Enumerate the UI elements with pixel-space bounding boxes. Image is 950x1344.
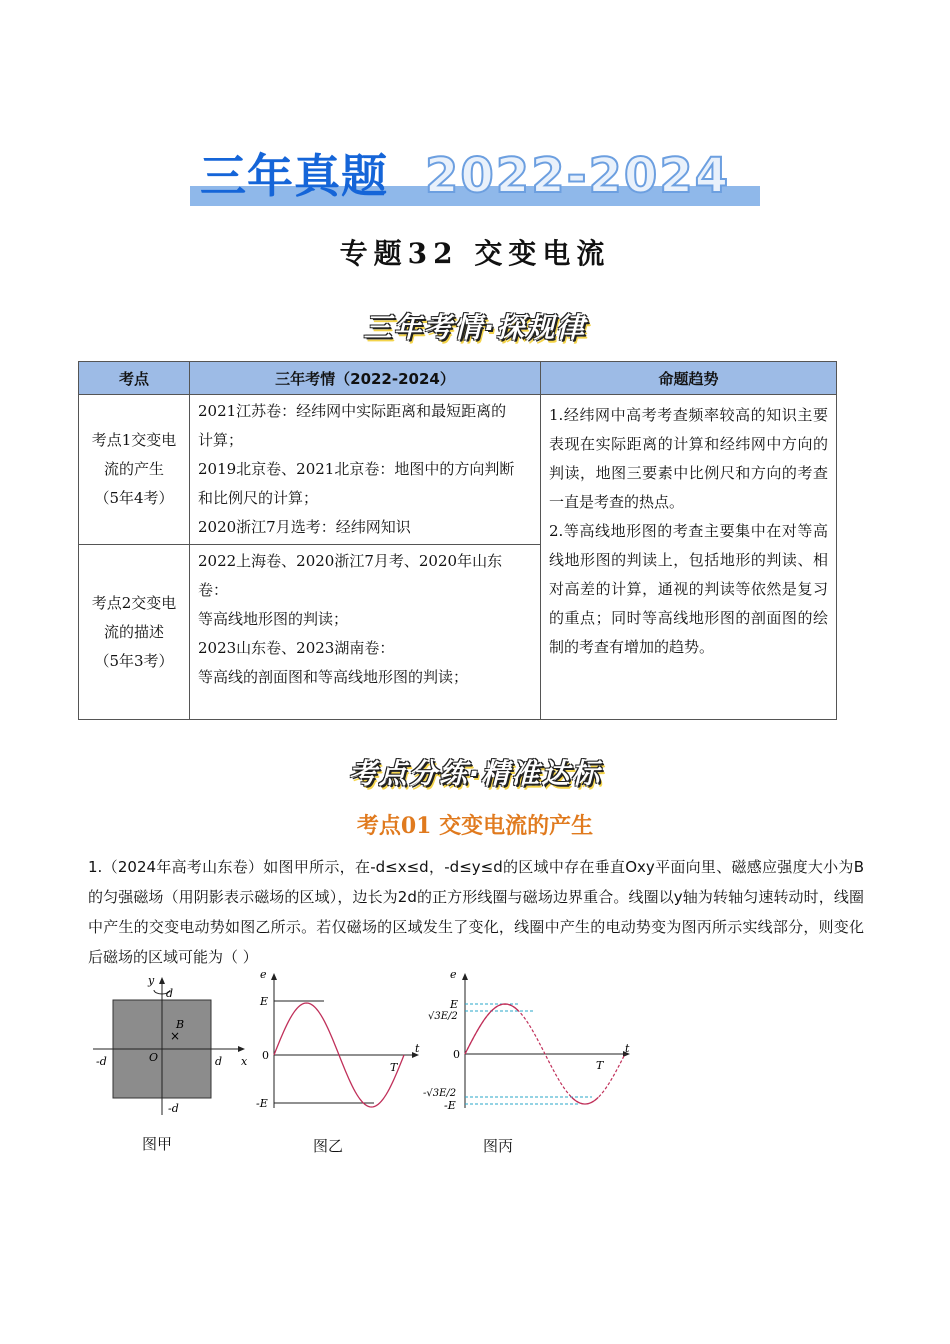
- label-y: y: [148, 974, 155, 987]
- y-arrow: [159, 977, 165, 984]
- label-d-left: -d: [96, 1055, 107, 1068]
- situation-line: 等高线的剖面图和等高线地形图的判读；: [198, 668, 469, 686]
- label-T: T: [596, 1059, 604, 1072]
- label-E: E: [450, 998, 459, 1011]
- kaodian-heading: 考点01 交变电流的产生: [356, 813, 594, 839]
- label-e: e: [260, 968, 267, 981]
- banner-years-text: 2022-2024: [425, 148, 731, 204]
- situation-line: 2023山东卷、2023湖南卷：: [198, 639, 395, 657]
- label-zero: 0: [262, 1049, 269, 1062]
- trend-paragraph: 2.等高线地形图的考查主要集中在对等高线地形图的判读上，包括地形的判读、相对高差的计算，通视的判读等依然是复习的重点；同时等高线地形图的剖面图的绘制的考查有增加的趋势。: [549, 522, 828, 656]
- kaodian-line: 考点2交变电: [91, 593, 177, 612]
- kaodian-line: （5年4考）: [94, 489, 174, 507]
- label-d-bottom: -d: [168, 1102, 179, 1115]
- label-e: e: [450, 968, 457, 981]
- caption-bing: 图丙: [483, 1137, 514, 1155]
- label-t: t: [625, 1042, 630, 1055]
- situation-cell: [190, 545, 541, 720]
- situation-line: 2020浙江7月选考：经纬网知识: [198, 518, 411, 536]
- situation-line: 2022上海卷、2020浙江7月考、2020年山东: [198, 552, 503, 570]
- header-trend: 命题趋势: [541, 362, 837, 395]
- trend-paragraph: 1.经纬网中高考考查频率较高的知识主要表现在实际距离的计算和经纬网中方向的判读，地图三要素中比例尺和方向的考查一直是考查的热点。: [549, 406, 828, 511]
- situation-line: 计算；: [198, 431, 244, 449]
- question-1-text: 1.（2024年高考山东卷）如图甲所示，在-d≤x≤d，-d≤y≤d的区域中存在垂直Oxy平面向里、磁感应强度大小为B的匀强磁场（用阴影表示磁场的区域），边长为2d的正方形线圈与磁场边界重合。线圈以y轴为转轴匀速转动时，线圈中产生的交变电动势如图乙所示。若仅磁场的区域发生了变化，线圈中产生的电动势变为图丙所示实线部分，则变化后磁场的区域可能为（ ）: [88, 858, 864, 966]
- label-field: B: [176, 1018, 185, 1031]
- label-zero: 0: [453, 1048, 460, 1061]
- figure-jia: [88, 970, 253, 1120]
- label-negE: -E: [444, 1099, 456, 1112]
- situation-line: 等高线地形图的判读；: [198, 610, 349, 628]
- label-x: x: [241, 1055, 248, 1068]
- trend-cell: [541, 395, 837, 720]
- situation-line: 卷：: [198, 581, 229, 599]
- banner-main-text: 三年真题: [200, 149, 388, 203]
- label-t: t: [415, 1042, 420, 1055]
- label-E: E: [260, 995, 269, 1008]
- header-banner: [190, 148, 760, 208]
- header-kaodian: 考点: [79, 362, 190, 395]
- label-sqrt-neg: -√3E/2: [423, 1088, 457, 1099]
- caption-jia: 图甲: [142, 1135, 173, 1153]
- situation-cell: [190, 395, 541, 545]
- situation-line: 和比例尺的计算；: [198, 489, 319, 507]
- label-d-right: d: [215, 1055, 223, 1068]
- caption-yi: 图乙: [313, 1137, 344, 1155]
- e-arrow: [462, 973, 468, 980]
- field-cross-symbol: ×: [170, 1029, 181, 1043]
- section-banner-practice: 考点分练·精准达标: [348, 757, 602, 790]
- section-banner-trends: 三年考情·探规律: [363, 311, 587, 344]
- header-situation: 三年考情（2022-2024）: [190, 362, 541, 395]
- e-arrow: [271, 973, 277, 980]
- x-arrow: [238, 1046, 245, 1052]
- emf-solid-curve: [572, 1097, 599, 1104]
- label-T: T: [390, 1061, 398, 1074]
- kaodian-cell: [79, 395, 190, 545]
- kaodian-line: 考点1交变电: [91, 431, 177, 449]
- label-sqrt-pos: √3E/2: [428, 1011, 458, 1022]
- kaodian-line: 流的产生: [103, 460, 164, 478]
- table-row: [79, 395, 837, 545]
- situation-line: 2019北京卷、2021北京卷：地图中的方向判断: [198, 460, 515, 478]
- label-origin: O: [149, 1051, 159, 1064]
- kaodian-cell: [79, 545, 190, 720]
- kaodian-line: 流的描述: [103, 622, 164, 641]
- label-negE: -E: [256, 1097, 268, 1110]
- topic-title: 专题32 交变电流: [339, 237, 611, 270]
- kaodian-line: （5年3考）: [94, 651, 174, 670]
- situation-line: 2021江苏卷：经纬网中实际距离和最短距离的: [198, 402, 507, 420]
- figure-yi: [252, 968, 427, 1118]
- label-d-top: d: [166, 987, 174, 1000]
- figure-bing: [420, 968, 635, 1118]
- exam-situation-table: [78, 361, 837, 720]
